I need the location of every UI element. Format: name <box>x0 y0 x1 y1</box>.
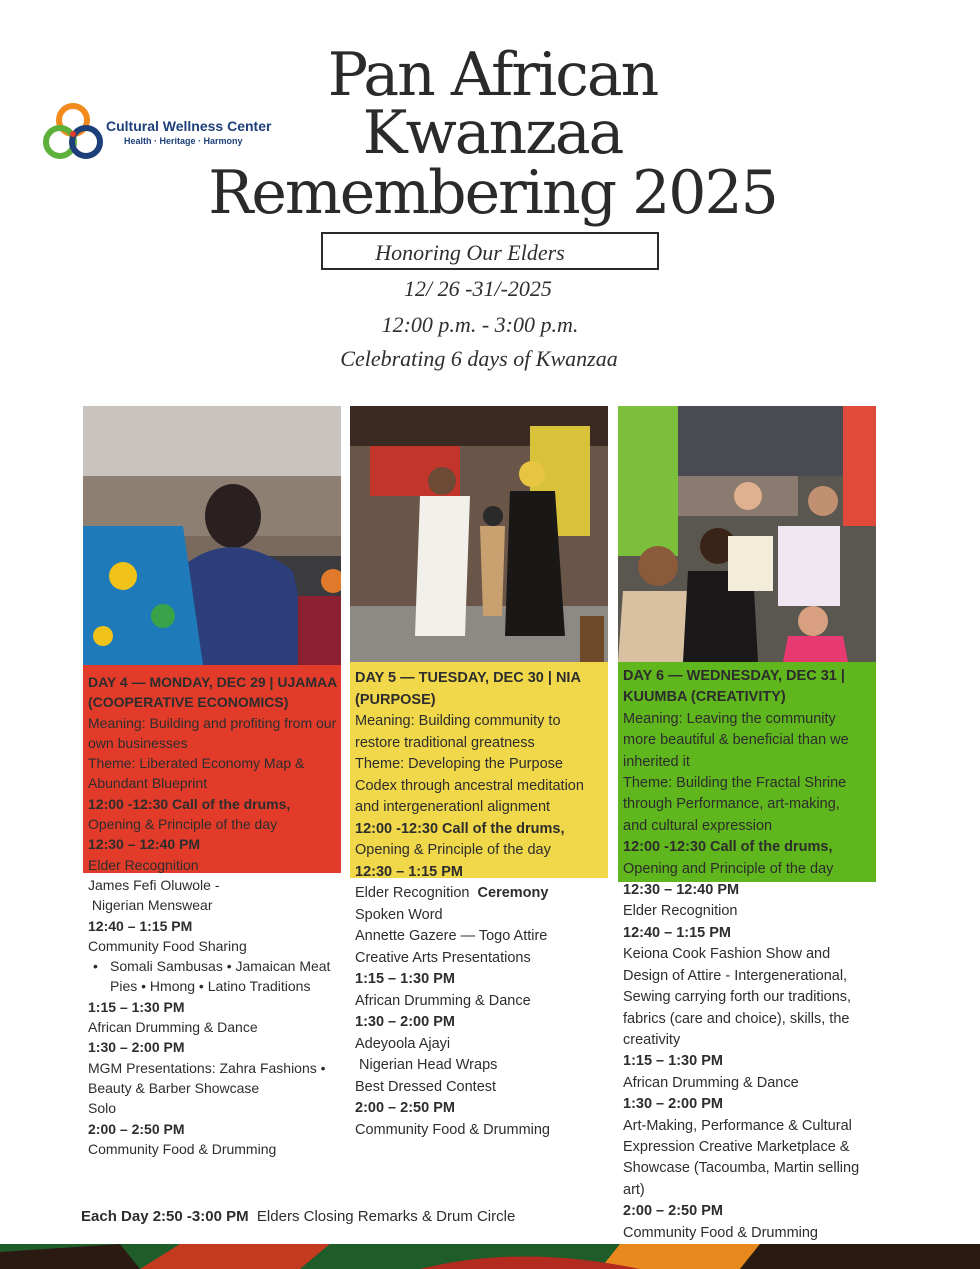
day5-line: Best Dressed Contest <box>355 1078 497 1095</box>
day6-line: Design of Attire - Intergenerational, <box>623 967 848 984</box>
day6-time: 12:40 – 1:15 PM <box>623 924 732 941</box>
day4-line: Nigerian Menswear <box>88 897 213 914</box>
day5-line: Meaning: Building community to <box>355 713 561 729</box>
day4-line: Pies • Hmong • Latino Traditions <box>110 978 311 995</box>
day5-line: and intergenerationl alignment <box>355 799 551 815</box>
day6-line: Opening and Principle of the day <box>623 860 834 877</box>
day6-schedule <box>623 666 859 1244</box>
day5-time: 12:30 – 1:15 PM <box>355 863 464 880</box>
day5-time: 1:15 – 1:30 PM <box>355 971 455 987</box>
day6-line: Community Food & Drumming <box>623 1224 818 1241</box>
day4-line: Community Food Sharing <box>88 937 247 954</box>
day5-elder-recognition: Elder Recognition <box>355 885 470 901</box>
day5-line: restore traditional greatness <box>355 734 535 751</box>
day6-time: 12:30 – 12:40 PM <box>623 882 740 899</box>
day5-line: Codex through ancestral meditation <box>355 777 584 794</box>
day6-heading-1: DAY 6 — WEDNESDAY, DEC 31 | <box>623 668 845 684</box>
day6-line: art) <box>623 1181 645 1198</box>
day6-time: 2:00 – 2:50 PM <box>623 1203 723 1220</box>
day4-heading-1: DAY 4 — MONDAY, DEC 29 | UJAMAA <box>88 674 338 690</box>
day6-line: Meaning: Leaving the community <box>623 710 836 727</box>
event-time: 12:00 p.m. - 3:00 p.m. <box>381 312 579 337</box>
day5-heading-1: DAY 5 — TUESDAY, DEC 30 | NIA <box>355 670 581 686</box>
day4-time: 12:00 -12:30 Call of the drums, <box>88 795 291 812</box>
closing-text: Elders Closing Remarks & Drum Circle <box>256 1208 516 1225</box>
honoring-elders-text: Honoring Our Elders <box>375 240 565 265</box>
day4-line: African Drumming & Dance <box>88 1019 258 1036</box>
day4-line: Theme: Liberated Economy Map & <box>88 755 305 772</box>
day5-ceremony: Ceremony <box>477 885 549 901</box>
day6-line: inherited it <box>623 753 690 770</box>
day6-line: Sewing carrying forth our traditions, <box>623 989 852 1006</box>
day6-time: 1:15 – 1:30 PM <box>623 1053 723 1070</box>
title-line-1: Pan African <box>327 40 658 110</box>
day4-line: MGM Presentations: Zahra Fashions • <box>88 1059 326 1076</box>
day4-time: 2:00 – 2:50 PM <box>88 1120 185 1137</box>
day5-line: Opening & Principle of the day <box>355 842 551 858</box>
title-line-2: Kwanzaa <box>362 98 623 168</box>
day4-heading-2: (COOPERATIVE ECONOMICS) <box>88 694 289 711</box>
title-line-3: Remembering 2025 <box>208 158 777 228</box>
day5-line: Nigerian Head Wraps <box>355 1057 498 1073</box>
day6-photo <box>618 406 876 662</box>
day6-line: fabrics (care and choice), skills, the <box>623 1010 850 1027</box>
day5-line: Community Food & Drumming <box>355 1121 550 1138</box>
day5-line <box>355 883 584 905</box>
day4-line: own businesses <box>88 734 188 751</box>
day5-line: Creative Arts Presentations <box>355 949 531 966</box>
day6-line: Elder Recognition <box>623 903 738 920</box>
day5-time: 12:00 -12:30 Call of the drums, <box>355 820 565 837</box>
day5-schedule <box>355 668 584 1141</box>
day6-line: Theme: Building the Fractal Shrine <box>623 775 847 792</box>
day6-line: through Performance, art-making, <box>623 796 840 813</box>
day4-line: Elder Recognition <box>88 856 199 873</box>
day4-photo <box>83 406 341 665</box>
day5-time: 2:00 – 2:50 PM <box>355 1100 455 1116</box>
day4-line: Meaning: Building and profiting from our <box>88 714 337 731</box>
logo-tagline: Health · Heritage · Harmony <box>124 136 243 146</box>
day6-time: 1:30 – 2:00 PM <box>623 1096 723 1113</box>
day4-bullet-item: • Somali Sambusas • Jamaican Meat <box>88 956 337 976</box>
day6-line: African Drumming & Dance <box>623 1074 799 1091</box>
day6-line: more beautiful & beneficial than we <box>623 732 849 749</box>
day6-line: and cultural expression <box>623 817 773 834</box>
day4-line: Opening & Principle of the day <box>88 816 278 833</box>
day4-line: Abundant Blueprint <box>88 775 208 792</box>
day6-heading-2: KUUMBA (CREATIVITY) <box>623 689 786 706</box>
day4-line: Community Food & Drumming <box>88 1140 277 1157</box>
day6-time: 12:00 -12:30 Call of the drums, <box>623 839 833 856</box>
day5-line: Theme: Developing the Purpose <box>355 756 563 772</box>
day4-line: James Fefi Oluwole - <box>88 876 220 893</box>
day4-time: 12:40 – 1:15 PM <box>88 917 193 934</box>
day4-time: 1:15 – 1:30 PM <box>88 998 185 1015</box>
day4-time: 12:30 – 12:40 PM <box>88 836 201 853</box>
day5-time: 1:30 – 2:00 PM <box>355 1014 455 1030</box>
day5-heading-2: (PURPOSE) <box>355 691 436 708</box>
event-dates: 12/ 26 -31/-2025 <box>404 276 552 301</box>
logo-name: Cultural Wellness Center <box>106 118 272 134</box>
interlocking-rings-icon <box>38 100 108 166</box>
day6-line: Keiona Cook Fashion Show and <box>623 946 831 963</box>
closing-time: Each Day 2:50 -3:00 PM <box>81 1208 249 1225</box>
day6-line: Art-Making, Performance & Cultural <box>623 1117 852 1134</box>
closing-remarks <box>81 1208 515 1225</box>
day5-line: Annette Gazere — Togo Attire <box>355 928 548 944</box>
day4-line: Solo <box>88 1100 117 1117</box>
day4-schedule <box>88 672 337 1159</box>
celebrating-text: Celebrating 6 days of Kwanzaa <box>340 346 618 371</box>
day5-line: Adeyoola Ajayi <box>355 1035 451 1052</box>
day6-line: Showcase (Tacoumba, Martin selling <box>623 1160 860 1177</box>
day5-photo <box>350 406 608 662</box>
day5-line: Spoken Word <box>355 906 443 923</box>
day6-line: Expression Creative Marketplace & <box>623 1138 850 1155</box>
day6-line: creativity <box>623 1031 681 1048</box>
day4-time: 1:30 – 2:00 PM <box>88 1039 185 1056</box>
day5-line: African Drumming & Dance <box>355 992 531 1009</box>
day4-line: Beauty & Barber Showcase <box>88 1079 260 1096</box>
kente-border <box>0 1244 980 1269</box>
